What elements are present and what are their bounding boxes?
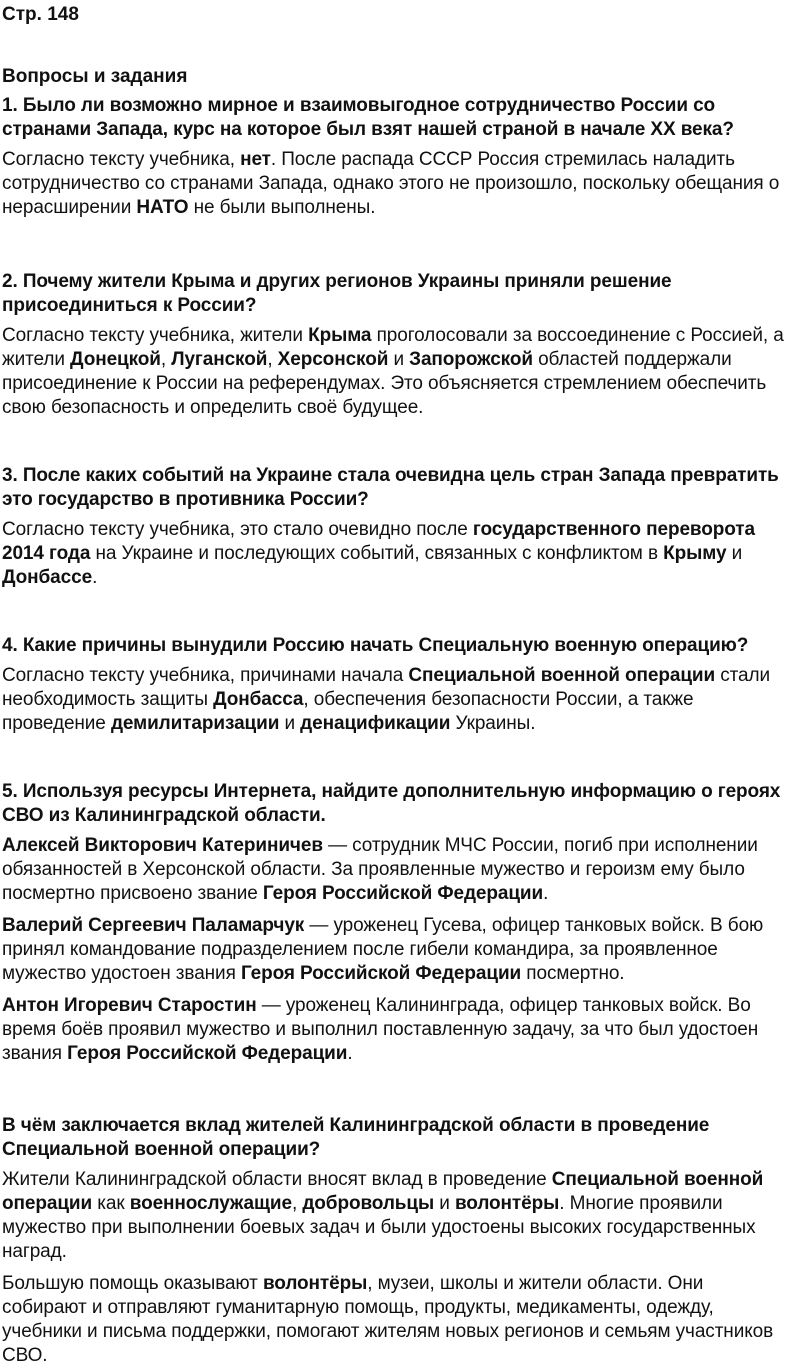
answer-4 (2, 664, 790, 736)
answer-emphasis: добровольцы (302, 1193, 435, 1214)
answer-emphasis: Херсонской (277, 349, 389, 370)
answer-text: , музеи, школы и жители области. Они собирают и отправляют гуманитарную помощь, продукты, медикаменты, одежду, учебники и письма поддержки, помогают жителям новых регионов и семьям участников СВО. (2, 1273, 774, 1366)
answer-text: , обеспечения безопасности России, а также проведение (2, 689, 694, 734)
hero-award: Героя Российской Федерации (262, 883, 544, 904)
question-block-6 (2, 1114, 790, 1368)
answer-text: на Украине и последующих событий, связанных с конфликтом в (90, 543, 664, 564)
question-6: В чём заключается вклад жителей Калининградской области в проведение Специальной военной операции? (2, 1115, 710, 1160)
question-block-3 (2, 464, 790, 590)
hero-name: Антон Игоревич Старостин (2, 995, 257, 1016)
answer-emphasis: Крыма (308, 325, 372, 346)
answer-text: . После распада СССР Россия стремилась наладить сотрудничество со странами Запада, однако этого не произошло, поскольку обещания о нерасширении (2, 149, 780, 218)
answer-text: Согласно тексту учебника, жители (2, 325, 309, 346)
answer-text: Согласно тексту учебника, это стало очевидно после (2, 519, 473, 540)
answer-emphasis: волонтёры (262, 1273, 368, 1294)
answer-emphasis: Донбассе (2, 567, 93, 588)
question-block-1 (2, 94, 790, 220)
answer-emphasis: Запорожской (409, 349, 533, 370)
answer-text: и (279, 713, 301, 734)
hero-award: Героя Российской Федерации (240, 963, 522, 984)
answer-2 (2, 324, 790, 420)
answer-text: Согласно тексту учебника, (2, 149, 241, 170)
answer-emphasis: волонтёры (454, 1193, 560, 1214)
hero-text: . (543, 883, 549, 904)
answer-emphasis: Крыму (663, 543, 727, 564)
answer-emphasis: демилитаризации (110, 713, 280, 734)
answer-emphasis: Донецкой (70, 349, 161, 370)
answer-text: и (726, 543, 743, 564)
question-2: 2. Почему жители Крыма и других регионов Украины приняли решение присоединиться к России? (2, 271, 672, 316)
answer-emphasis: НАТО (136, 197, 189, 218)
answer-emphasis: Донбасса (213, 689, 304, 710)
answer-text: , (267, 349, 278, 370)
answer-emphasis: военнослужащие (129, 1193, 292, 1214)
answer-1 (2, 148, 790, 220)
hero-text: посмертно. (521, 963, 625, 984)
hero-entry (2, 834, 790, 906)
answer-3 (2, 518, 790, 590)
hero-award: Героя Российской Федерации (67, 1043, 348, 1064)
answer-text: . Многие проявили мужество при выполнении боевых задач и были удостоены высоких государственных наград. (2, 1193, 756, 1262)
hero-text: — уроженец Гусева, офицер танковых войск. В бою принял командование подразделением после гибели командира, за проявленное мужество удостоен звания (2, 915, 764, 984)
hero-entry (2, 914, 790, 986)
answer-text: стали необходимость защиты (2, 665, 771, 710)
question-5: 5. Используя ресурсы Интернета, найдите дополнительную информацию о героях СВО из Калининградской области. (2, 781, 781, 826)
answer-emphasis: Луганской (171, 349, 268, 370)
answer-emphasis: государственного переворота 2014 года (2, 519, 755, 564)
question-3: 3. После каких событий на Украине стала очевидна цель стран Запада превратить это государство в противника России? (2, 465, 779, 510)
answer-text: и (388, 349, 410, 370)
hero-text: . (347, 1043, 353, 1064)
question-block-4 (2, 634, 790, 736)
answer-text: , (291, 1193, 303, 1214)
answer-text: Жители Калининградской области вносят вклад в проведение (2, 1169, 552, 1190)
question-block-2 (2, 270, 790, 420)
answer-6-paragraph-1 (2, 1168, 790, 1264)
answer-text: , (160, 349, 172, 370)
answer-text: не были выполнены. (188, 197, 376, 218)
answer-text: Большую помощь оказывают (2, 1273, 263, 1294)
answer-text: областей поддержали присоединение к России на референдумах. Это объясняется стремлением обеспечить свою безопасность и определить своё будущее. (2, 349, 767, 418)
answer-text: и (434, 1193, 455, 1214)
answer-emphasis: Специальной военной операции (408, 665, 716, 686)
answer-emphasis: денацификации (300, 713, 451, 734)
answer-text: Украины. (450, 713, 536, 734)
hero-name: Алексей Викторович Катериничев (2, 835, 323, 856)
page-number: Стр. 148 (2, 4, 79, 25)
answer-text: как (92, 1193, 130, 1214)
question-block-5 (2, 780, 790, 1066)
answer-emphasis: Специальной военной операции (2, 1169, 764, 1214)
answer-emphasis: нет (240, 149, 271, 170)
question-1: 1. Было ли возможно мирное и взаимовыгодное сотрудничество России со странами Запада, курс на которое был взят нашей страной в начале XX века? (2, 95, 734, 140)
hero-text: — уроженец Калининграда, офицер танковых войск. Во время боёв проявил мужество и выполнил поставленную задачу, за что был удостоен звания (2, 995, 759, 1064)
question-4: 4. Какие причины вынудили Россию начать Специальную военную операцию? (2, 635, 749, 656)
hero-entry (2, 994, 790, 1066)
answer-text: Согласно тексту учебника, причинами начала (2, 665, 409, 686)
document-page (0, 2, 800, 1368)
answer-text: . (92, 567, 98, 588)
hero-name: Валерий Сергеевич Паламарчук (2, 915, 305, 936)
hero-text: — сотрудник МЧС России, погиб при исполнении обязанностей в Херсонской области. За проявленные мужество и героизм ему было посмертно присвоено звание (2, 835, 758, 904)
answer-6-paragraph-2 (2, 1272, 790, 1368)
section-title: Вопросы и задания (2, 66, 188, 87)
answer-text: проголосовали за воссоединение с Россией, а жители (2, 325, 784, 370)
